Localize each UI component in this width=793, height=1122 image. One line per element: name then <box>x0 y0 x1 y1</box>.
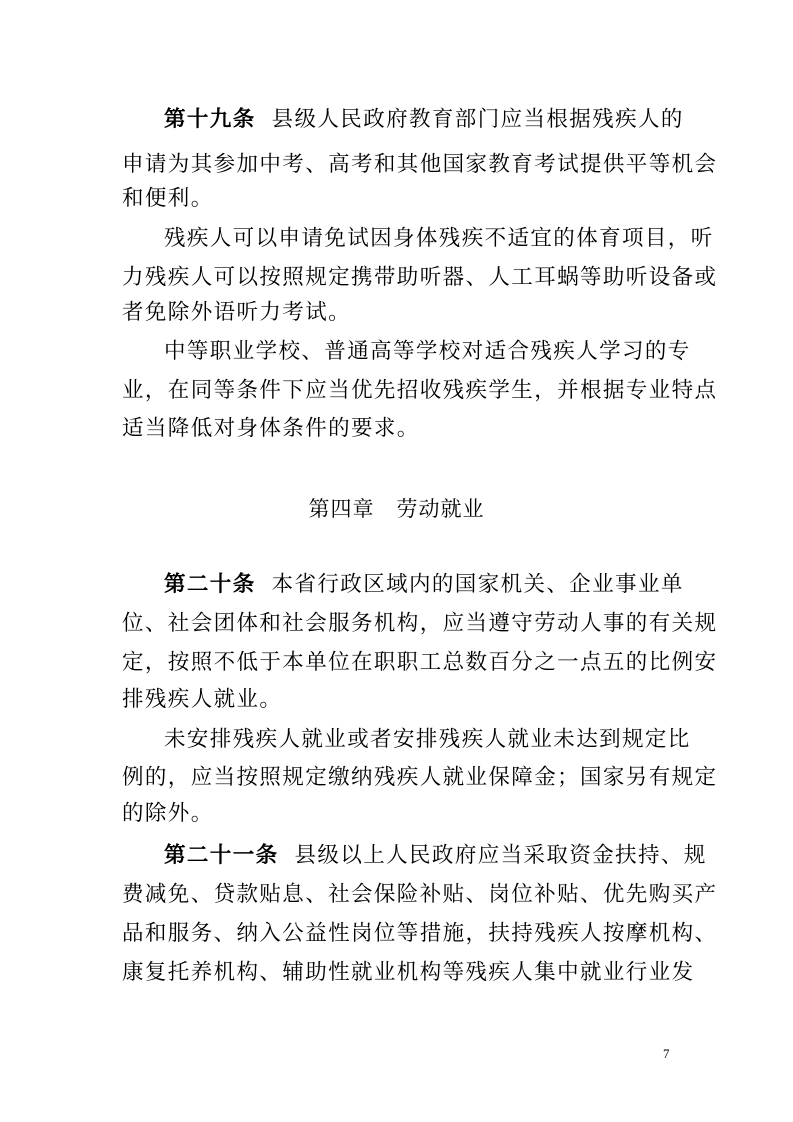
article-label: 第二十条 <box>164 572 256 597</box>
article-label: 第十九条 <box>164 107 256 132</box>
article-20-line-2: 位、社会团体和社会服务机构，应当遵守劳动人事的有关规 <box>122 611 718 636</box>
article-text: 县级人民政府教育部门应当根据残疾人的 <box>271 107 684 132</box>
paragraph-3-line-1: 未安排残疾人就业或者安排残疾人就业未达到规定比 <box>164 727 691 752</box>
paragraph-3-line-2: 例的，应当按照规定缴纳残疾人就业保障金；国家另有规定 <box>122 765 718 790</box>
article-21-line-3: 品和服务、纳入公益性岗位等措施，扶持残疾人按摩机构、 <box>122 921 718 946</box>
article-21-line-4: 康复托养机构、辅助性就业机构等残疾人集中就业行业发 <box>122 960 695 985</box>
chapter-heading <box>0 491 793 527</box>
article-19-line-3: 和便利。 <box>122 186 214 211</box>
page-number: 7 <box>663 1046 670 1061</box>
article-20-line-3: 定，按照不低于本单位在职职工总数百分之一点五的比例安 <box>122 650 718 675</box>
chapter-title: 劳动就业 <box>396 497 485 521</box>
article-21-line-1 <box>164 838 724 874</box>
article-20-line-4: 排残疾人就业。 <box>122 687 283 712</box>
paragraph-3-line-3: 的除外。 <box>122 801 214 826</box>
paragraph-2-line-3: 适当降低对身体条件的要求。 <box>122 416 420 441</box>
paragraph-1-line-3: 者免除外语听力考试。 <box>122 300 352 325</box>
article-19-line-2: 申请为其参加中考、高考和其他国家教育考试提供平等机会 <box>122 152 718 177</box>
article-text: 本省行政区域内的国家机关、企业事业单 <box>271 572 684 597</box>
article-label: 第二十一条 <box>164 843 279 868</box>
article-21-line-2: 费减免、贷款贴息、社会保险补贴、岗位补贴、优先购买产 <box>122 882 718 907</box>
article-19-line-1 <box>164 102 724 138</box>
paragraph-1-line-1: 残疾人可以申请免试因身体残疾不适宜的体育项目，听 <box>164 226 714 251</box>
chapter-number: 第四章 <box>308 497 375 521</box>
paragraph-1-line-2: 力残疾人可以按照规定携带助听器、人工耳蜗等助听设备或 <box>122 265 718 290</box>
paragraph-2-line-2: 业，在同等条件下应当优先招收残疾学生，并根据专业特点 <box>122 378 718 403</box>
article-20-line-1 <box>164 567 724 603</box>
paragraph-2-line-1: 中等职业学校、普通高等学校对适合残疾人学习的专 <box>164 339 691 364</box>
article-text: 县级以上人民政府应当采取资金扶持、规 <box>294 843 707 868</box>
